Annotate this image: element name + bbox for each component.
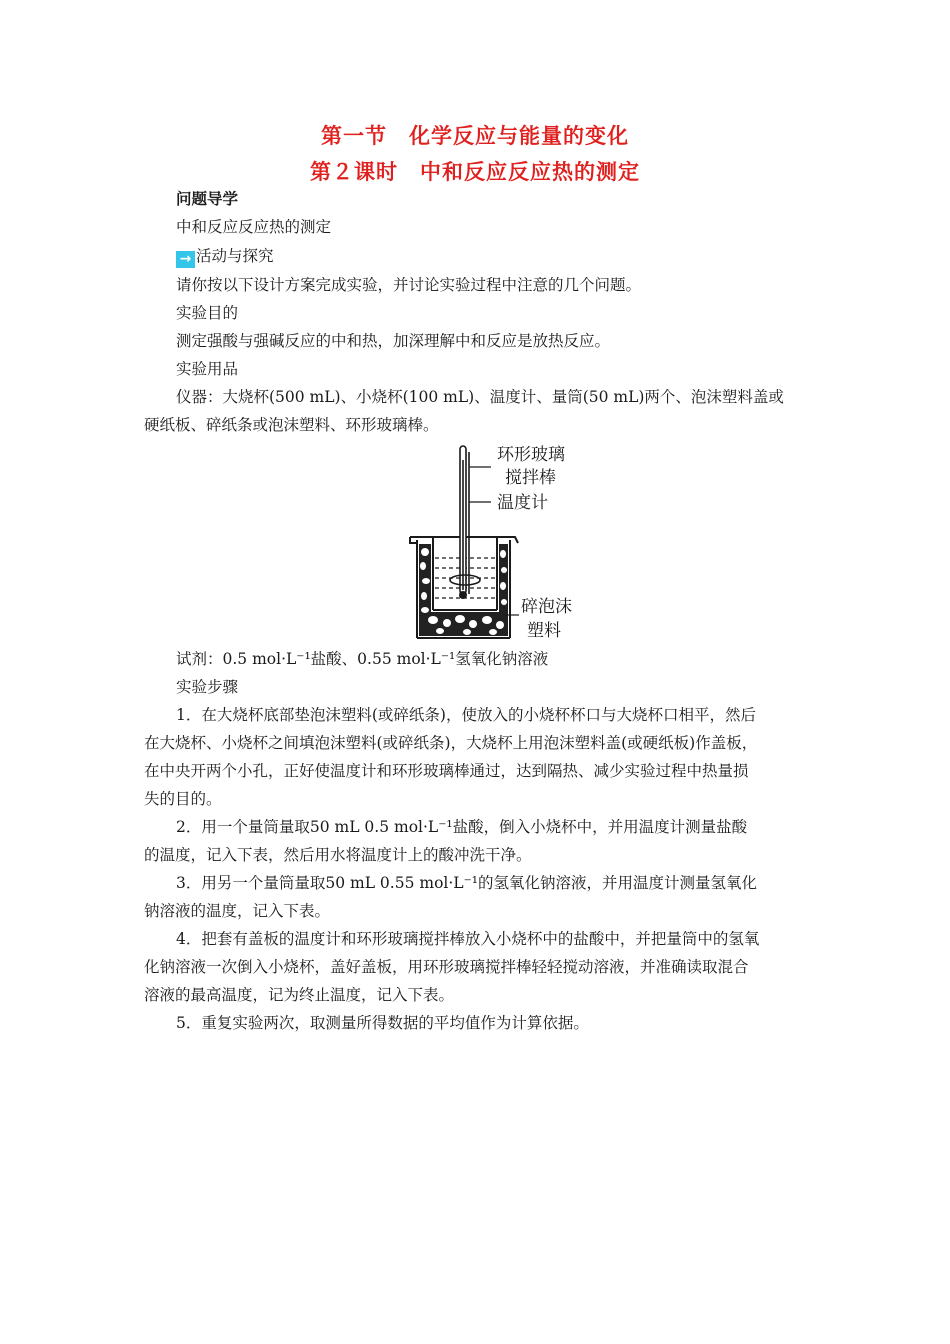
purpose-heading: 实验目的 <box>176 304 239 322</box>
activity-label: 活动与探究 <box>196 247 274 265</box>
step-3-line-1: 3．用另一个量筒量取50 mL 0.55 mol·L⁻¹的氢氧化钠溶液，并用温度计测量氢氧化 <box>176 874 757 892</box>
step-4-line-3: 溶液的最高温度，记为终止温度，记入下表。 <box>144 986 455 1004</box>
label-foam-line2: 塑料 <box>527 621 561 641</box>
step-4-line-2: 化钠溶液一次倒入小烧杯，盖好盖板，用环形玻璃搅拌棒轻轻搅动溶液，并准确读取混合 <box>144 958 749 976</box>
instruction-text: 请你按以下设计方案完成实验，并讨论实验过程中注意的几个问题。 <box>176 276 642 294</box>
step-1-line-1: 1．在大烧杯底部垫泡沫塑料(或碎纸条)，使放入的小烧杯杯口与大烧杯口相平，然后 <box>176 706 756 724</box>
step-1-line-2: 在大烧杯、小烧杯之间填泡沫塑料(或碎纸条)，大烧杯上用泡沫塑料盖(或硬纸板)作盖板， <box>144 734 758 752</box>
label-thermometer: 温度计 <box>497 493 548 513</box>
instruments-line-1: 仪器：大烧杯(500 mL)、小烧杯(100 mL)、温度计、量筒(50 mL)两个、泡沫塑料盖或 <box>176 388 784 406</box>
step-5: 5．重复实验两次，取测量所得数据的平均值作为计算依据。 <box>176 1014 589 1032</box>
purpose-text: 测定强酸与强碱反应的中和热，加深理解中和反应是放热反应。 <box>176 332 611 350</box>
reagents-text: 试剂：0.5 mol·L⁻¹盐酸、0.55 mol·L⁻¹氢氧化钠溶液 <box>176 650 549 668</box>
step-3-line-2: 钠溶液的温度，记入下表。 <box>144 902 331 920</box>
activity-line <box>176 243 810 271</box>
step-1-line-3: 在中央开两个小孔，正好使温度计和环形玻璃棒通过，达到隔热、减少实验过程中热量损 <box>144 762 749 780</box>
label-stirrer-line2: 搅拌棒 <box>505 468 556 488</box>
right-arrow-icon: → <box>176 251 195 268</box>
page-subtitle: 第２课时 中和反应反应热的测定 <box>310 160 640 184</box>
instruments-line-2: 硬纸板、碎纸条或泡沫塑料、环形玻璃棒。 <box>144 416 439 434</box>
step-1-line-4: 失的目的。 <box>144 790 222 808</box>
calorimeter-diagram <box>405 440 595 645</box>
page-title: 第一节 化学反应与能量的变化 <box>321 124 629 148</box>
step-2-line-1: 2．用一个量筒量取50 mL 0.5 mol·L⁻¹盐酸，倒入小烧杯中，并用温度计测量盐酸 <box>176 818 748 836</box>
topic-text: 中和反应反应热的测定 <box>176 218 332 236</box>
section-heading: 问题导学 <box>176 190 239 208</box>
steps-heading: 实验步骤 <box>176 678 239 696</box>
label-foam-line1: 碎泡沫 <box>521 597 572 617</box>
step-4-line-1: 4．把套有盖板的温度计和环形玻璃搅拌棒放入小烧杯中的盐酸中，并把量筒中的氢氧 <box>176 930 760 948</box>
label-stirrer-line1: 环形玻璃 <box>497 445 565 465</box>
materials-heading: 实验用品 <box>176 360 239 378</box>
step-2-line-2: 的温度，记入下表，然后用水将温度计上的酸冲洗干净。 <box>144 846 532 864</box>
